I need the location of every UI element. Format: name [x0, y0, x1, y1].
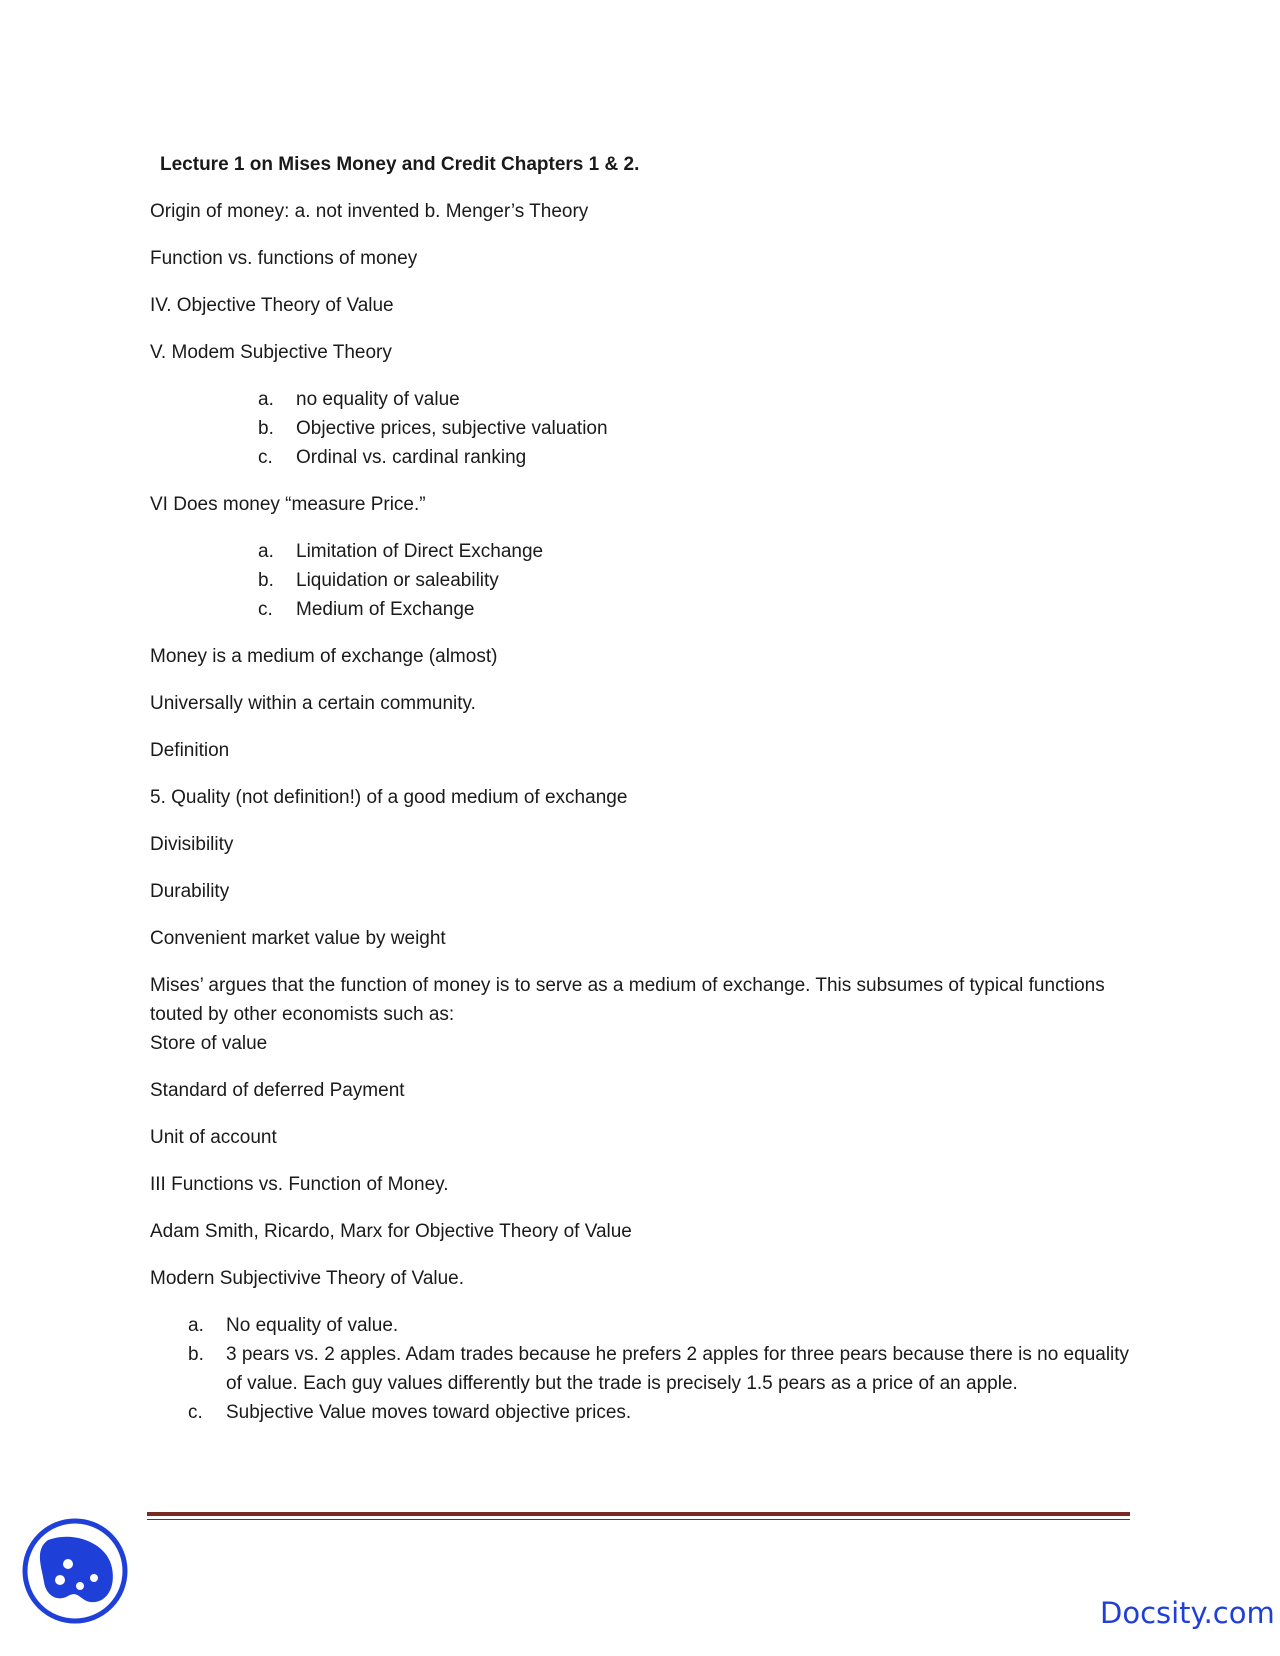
paragraph: Adam Smith, Ricardo, Marx for Objective Theory of Value	[150, 1221, 632, 1242]
paragraph: 5. Quality (not definition!) of a good medium of exchange	[150, 787, 628, 808]
list-item	[150, 566, 1130, 595]
ordered-list	[150, 1311, 1130, 1427]
paragraph: Divisibility	[150, 834, 234, 855]
paragraph: Universally within a certain community.	[150, 693, 476, 714]
paragraph: Origin of money: a. not invented b. Menger’s Theory	[150, 201, 589, 222]
list-item	[150, 537, 1130, 566]
document-body	[150, 150, 1130, 1445]
list-marker: b.	[258, 570, 274, 591]
paragraph: V. Modem Subjective Theory	[150, 342, 392, 363]
ordered-list	[150, 537, 1130, 624]
paragraph: Money is a medium of exchange (almost)	[150, 646, 498, 667]
list-item-text: 3 pears vs. 2 apples. Adam trades because he prefers 2 apples for three pears because there is no equality of value. Each guy values differently but the trade is precisely 1.5 pears as a price of an apple.	[226, 1344, 1130, 1394]
list-item	[150, 385, 1130, 414]
paragraph: IV. Objective Theory of Value	[150, 295, 394, 316]
list-marker: a.	[258, 541, 274, 562]
list-item	[150, 443, 1130, 472]
paragraph: Standard of deferred Payment	[150, 1080, 405, 1101]
list-marker: c.	[258, 599, 273, 620]
document-title: Lecture 1 on Mises Money and Credit Chapters 1 & 2.	[160, 154, 640, 175]
footer-divider-thin	[147, 1519, 1130, 1520]
list-item	[150, 1311, 1130, 1340]
list-item-text: Objective prices, subjective valuation	[296, 418, 608, 439]
list-item-text: no equality of value	[296, 389, 460, 410]
list-item	[150, 414, 1130, 443]
footer-divider	[147, 1512, 1130, 1516]
list-item-text: Ordinal vs. cardinal ranking	[296, 447, 527, 468]
list-marker: c.	[258, 447, 273, 468]
paragraph: Convenient market value by weight	[150, 928, 446, 949]
docsity-link[interactable]: Docsity.com	[1100, 1596, 1275, 1630]
list-item	[150, 1398, 1130, 1427]
list-marker: c.	[188, 1402, 203, 1423]
list-marker: b.	[258, 418, 274, 439]
list-item-text: No equality of value.	[226, 1315, 399, 1336]
paragraph: VI Does money “measure Price.”	[150, 494, 426, 515]
list-item-text: Subjective Value moves toward objective prices.	[226, 1402, 632, 1423]
list-marker: a.	[188, 1315, 204, 1336]
list-marker: b.	[188, 1344, 204, 1365]
paragraph: Store of value	[150, 1033, 268, 1054]
paragraph: Mises’ argues that the function of money is to serve as a medium of exchange. This subsumes of typical functions touted by other economists such as:	[150, 975, 1105, 1025]
paragraph: Definition	[150, 740, 230, 761]
paragraph: Durability	[150, 881, 230, 902]
docsity-logo-icon[interactable]	[20, 1516, 130, 1626]
list-item-text: Liquidation or saleability	[296, 570, 499, 591]
list-item-text: Limitation of Direct Exchange	[296, 541, 544, 562]
paragraph: Function vs. functions of money	[150, 248, 418, 269]
list-item	[150, 1340, 1130, 1398]
paragraph: III Functions vs. Function of Money.	[150, 1174, 449, 1195]
ordered-list	[150, 385, 1130, 472]
list-marker: a.	[258, 389, 274, 410]
list-item-text: Medium of Exchange	[296, 599, 475, 620]
paragraph: Modern Subjectivive Theory of Value.	[150, 1268, 465, 1289]
paragraph: Unit of account	[150, 1127, 277, 1148]
list-item	[150, 595, 1130, 624]
